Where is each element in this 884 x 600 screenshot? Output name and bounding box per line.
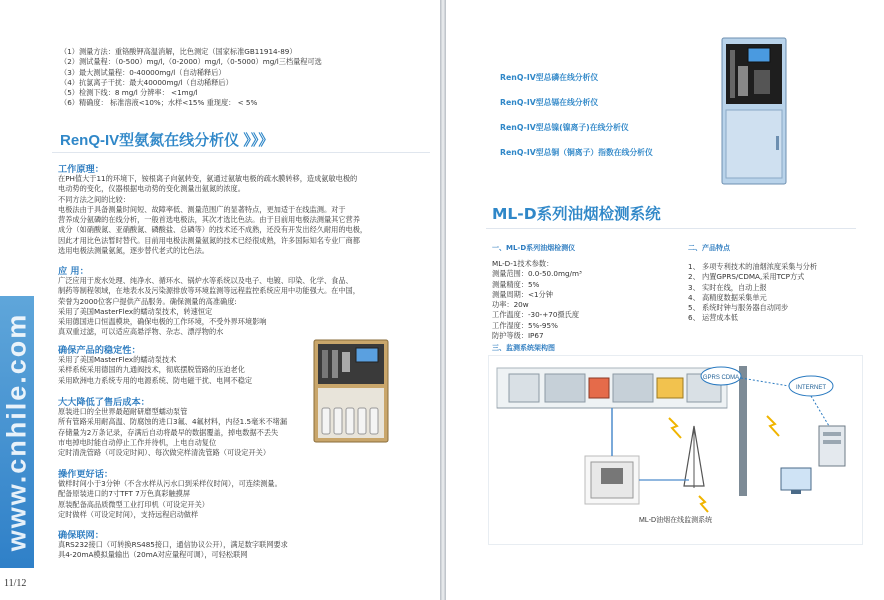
text-line: 原装配备高品质微型工业打印机（可设定开关） [58,499,209,509]
text-line: 成分（如硝酸氮、亚硝酸氮、磷酸盐、总磷等）的技术还不成熟，还没有开发出经久耐用的电极， [58,225,368,235]
section-heading-stability: 确保产品的稳定性： [58,345,141,356]
text-line: 采用了美国MasterFlex的蠕动泵技术，转速恒定 [58,306,213,316]
section-heading-application: 应 用： [58,266,89,277]
text-line: 制药等制程领域，在地表水及污染源排放等环境监测等远程监控系统应用中功能强大。在中国， [58,286,360,296]
text-line: 电极法由于具备测量时间短、故障率低、测量范围广的显著特点，更加适于在线监测。对于 [58,204,346,214]
title-divider [52,152,430,153]
spec-item: （4）抗氯离子干扰：最大40000mg/l（自动稀释后） [60,77,233,87]
text-line: 选用电极法测量氨氮，逐步替代老式的比色法。 [58,246,209,256]
section-heading-architecture: 三、监测系统架构图 [492,344,555,352]
spec-item: （6）精确度： 标准溶液<10%；水样<15% 重现度： < 5% [60,98,258,108]
text-line: 工作温度：-30-+70摄氏度 [492,310,580,320]
text-line: 具4-20mA模拟量输出（20mA对应量程可调），可轻松联网 [58,550,248,560]
text-line: 采用欧洲电力系统专用的电源系统、防电磁干扰、电网不稳定 [58,375,253,385]
text-line: 真双重过滤，可以适应高悬浮物、杂志、漂浮物的水 [58,327,224,337]
operation-text [58,479,420,520]
spec-list [60,47,400,109]
gprs-label: GPRS CDMA [702,375,740,381]
text-line: 因此才用比色法暂时替代。目前用电极法测量氨氮的技术已经很成熟，许多国际知名专业厂商都 [58,235,360,245]
text-line: 原装进口的全世界最超耐研磨型蠕动泵管 [58,407,188,416]
product-item: RenQ-IV型总磷在线分析仪 [500,73,599,82]
product-item: RenQ-IV型总镍(镍离子)在线分析仪 [500,123,629,132]
text-line: 所有管路采用耐高温、防腐蚀的进口3氟、4氟材料，内径1.5毫米不堵漏 [58,417,288,427]
text-line: 采样系统采用德国的九通阀技术，彻底摆脱管路的压迫老化 [58,365,245,375]
text-line: 6、 运营成本低 [688,313,738,323]
website-band [0,296,34,568]
spec-item: （1）测量方法：重铬酸钾高温消解，比色测定（国家标准GB11914-89） [60,47,297,56]
text-line: 1、 多项专利技术的油烟浓度采集与分析 [688,262,818,271]
text-line: 测量精度：5% [492,279,540,289]
ammonia-analyzer-title: RenQ-IV型氨氮在线分析仪 》》》 [60,132,274,149]
product-list [500,72,653,172]
section-heading-principle: 工作原理： [58,164,104,175]
text-line: 定时做样（可设定时间），支持远程启动做样 [58,509,199,519]
text-line: 5、 系统时钟与服务器自动同步 [688,303,789,313]
text-line: 防护等级：IP67 [492,331,544,341]
internet-label: INTERNET [796,385,826,391]
text-line: 4、 高精度数据采集单元 [688,292,767,302]
spec-item: （2）测试量程：（0-500）mg/l,（0-2000）mg/l,（0-5000）mg/l三档量程可选 [60,57,322,67]
text-line: 测量周期：<1分钟 [492,289,553,299]
text-line: 功率：20w [492,300,529,310]
text-line: ML-D-1技术参数： [492,259,554,268]
section-heading-operation: 操作更好话： [58,469,114,480]
text-line: 荣誉为2000位客户提供产品服务。确保测量的高准确度: [58,296,237,306]
text-line: 做样时间小于3分钟（不含水样从污水口到采样仪时间），可连续测量。 [58,479,282,488]
text-line: 采用德国进口恒温模块，确保电极的工作环境，不受外界环境影响 [58,317,267,327]
text-line: 营养成分氨磷的在线分析，一般首选电极法，其次才选比色法。由于目前用电极法测量其它营养 [58,215,360,225]
spec-item: （3）最大测试量程：0-40000mg/l（自动稀释后） [60,67,226,77]
product-item: RenQ-IV型总铜（铜离子）指数在线分析仪 [500,148,653,157]
section-heading-features: 二、产品特点 [688,244,730,252]
page-number: 11/12 [4,578,27,589]
text-line: 工作湿度：5%-95% [492,320,558,330]
text-line: 电动势的变化，仪器根据电动势的变化测量出氨氮的浓度。 [58,184,245,194]
stability-text [58,355,308,386]
section-heading-instrument: 一、ML-D系列油烟检测仪 [492,244,576,252]
product-item: RenQ-IV型总镉在线分析仪 [500,98,599,107]
text-line: 配备原装进口的7寸TFT 7万色真彩触摸屏 [58,489,191,499]
feature-list [688,262,817,324]
text-line: 定时清洗管路（可设定时间）、每次做完样清洗管路（可设定开关） [58,448,271,458]
text-line: 广泛应用于废水处理、纯净水、循环水、锅炉水等系统以及电子、电镀、印染、化学、食品、 [58,276,353,285]
application-text [58,276,420,338]
analyzer-cabinet-image [720,36,788,186]
text-line: 存储量为2万条记录，存满后自动将最早的数据覆盖，掉电数据不丢失 [58,427,279,437]
text-line: 3、 实时在线，自动上报 [688,282,767,292]
section-heading-network: 确保联网： [58,530,104,541]
title-divider [486,228,856,229]
text-line: 测量范围：0.0-50.0mg/m³ [492,269,582,279]
section-heading-aftersales: 大大降低了售后成本： [58,397,150,408]
aftersales-text [58,407,420,458]
diagram-caption: ML-D油烟在线监测系统 [639,517,713,524]
spec-item: （5）检测下线：8 mg/l 分辨率： <1mg/l [60,88,198,98]
architecture-diagram [488,355,863,545]
text-line: 2、 内置GPRS/CDMA,采用TCP方式 [688,272,805,282]
text-line: 真RS232接口（可转换RS485接口，通信协议公开），满足数字联网要求 [58,540,288,549]
website-text: www.cnhile.com [1,312,32,552]
network-text [58,540,420,561]
instrument-specs [492,259,582,341]
text-line: 不同方法之间的比较： [58,194,130,204]
text-line: 在PH值大于11的环境下，铵根离子向氨转变，氨通过氨敏电极的疏水膜转移，造成氨敏电极的 [58,174,358,183]
text-line: 采用了美国MasterFlex的蠕动泵技术 [58,355,177,364]
ml-system-title: ML-D系列油烟检测系统 [492,205,661,223]
text-line: 市电掉电时能自动停止工作并待机，上电自动复位 [58,437,217,447]
principle-text [58,174,420,256]
